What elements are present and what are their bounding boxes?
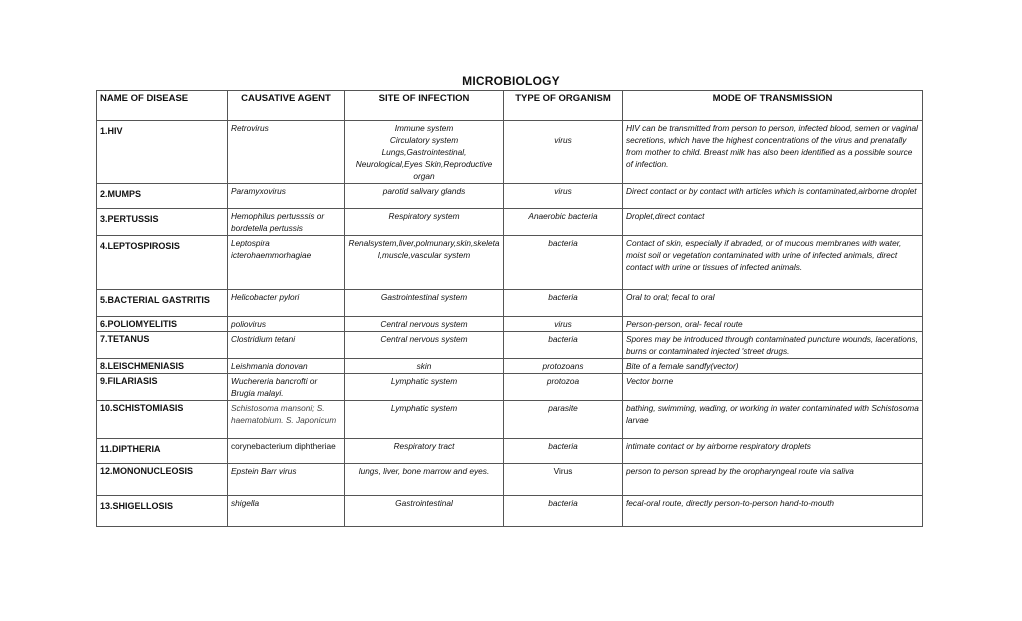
disease-name: 2.MUMPS [97, 184, 228, 209]
type-of-organism: Anaerobic bacteria [504, 209, 623, 236]
type-of-organism: Virus [504, 464, 623, 496]
disease-name: 9.FILARIASIS [97, 374, 228, 401]
table-row [97, 184, 923, 209]
disease-name: 7.TETANUS [97, 332, 228, 359]
causative-agent: Paramyxovirus [228, 184, 345, 209]
disease-name: 6.POLIOMYELITIS [97, 317, 228, 332]
header-site-of-infection: SITE OF INFECTION [345, 91, 504, 121]
disease-table [96, 90, 923, 527]
table-row [97, 209, 923, 236]
causative-agent: Retrovirus [228, 121, 345, 184]
site-of-infection: Gastrointestinal system [345, 290, 504, 317]
site-of-infection: Gastrointestinal [345, 496, 504, 527]
type-of-organism: bacteria [504, 236, 623, 290]
disease-name: 8.LEISCHMENIASIS [97, 359, 228, 374]
mode-of-transmission: HIV can be transmitted from person to person, infected blood, semen or vaginal secretions, which have the highest concentrations of the virus and prenatally from mother to child. Breast milk has also been identified as a possible source of infection. [623, 121, 923, 184]
disease-name: 1.HIV [97, 121, 228, 184]
causative-agent: Schistosoma mansoni; S. haematobium. S. Japonicum [228, 401, 345, 439]
table-row [97, 290, 923, 317]
disease-name: 11.DIPTHERIA [97, 439, 228, 464]
causative-agent: Leptospira icterohaemmorhagiae [228, 236, 345, 290]
table-row [97, 439, 923, 464]
header-mode-of-transmission: MODE OF TRANSMISSION [623, 91, 923, 121]
site-of-infection: lungs, liver, bone marrow and eyes. [345, 464, 504, 496]
type-of-organism: virus [504, 184, 623, 209]
type-of-organism: protozoa [504, 374, 623, 401]
disease-name: 4.LEPTOSPIROSIS [97, 236, 228, 290]
table-header-row [97, 91, 923, 121]
disease-name: 3.PERTUSSIS [97, 209, 228, 236]
mode-of-transmission: Spores may be introduced through contaminated puncture wounds, lacerations, burns or contaminated injected 'street drugs. [623, 332, 923, 359]
causative-agent: Helicobacter pylori [228, 290, 345, 317]
type-of-organism: virus [504, 121, 623, 184]
type-of-organism: bacteria [504, 496, 623, 527]
table-row [97, 464, 923, 496]
causative-agent: Hemophilus pertusssis or bordetella pertussis [228, 209, 345, 236]
site-of-infection: Immune system Circulatory system Lungs,Gastrointestinal, Neurological,Eyes Skin,Reproductive organ [345, 121, 504, 184]
site-of-infection: Central nervous system [345, 332, 504, 359]
mode-of-transmission: Contact of skin, especially if abraded, or of mucous membranes with water, moist soil or vegetation contaminated with urine of infected animals, direct contact with urine or tissues of infected animals. [623, 236, 923, 290]
type-of-organism: protozoans [504, 359, 623, 374]
type-of-organism: bacteria [504, 290, 623, 317]
table-row [97, 332, 923, 359]
header-causative-agent: CAUSATIVE AGENT [228, 91, 345, 121]
mode-of-transmission: Bite of a female sandfy(vector) [623, 359, 923, 374]
type-of-organism: bacteria [504, 439, 623, 464]
header-type-of-organism: TYPE OF ORGANISM [504, 91, 623, 121]
site-of-infection: Lymphatic system [345, 374, 504, 401]
table-row [97, 359, 923, 374]
causative-agent: poliovirus [228, 317, 345, 332]
mode-of-transmission: bathing, swimming, wading, or working in water contaminated with Schistosoma larvae [623, 401, 923, 439]
disease-name: 5.BACTERIAL GASTRITIS [97, 290, 228, 317]
table-row [97, 496, 923, 527]
mode-of-transmission: Person-person, oral- fecal route [623, 317, 923, 332]
mode-of-transmission: person to person spread by the oropharyngeal route via saliva [623, 464, 923, 496]
site-of-infection: Respiratory tract [345, 439, 504, 464]
table-row [97, 401, 923, 439]
site-of-infection: Lymphatic system [345, 401, 504, 439]
type-of-organism: bacteria [504, 332, 623, 359]
site-of-infection: parotid salivary glands [345, 184, 504, 209]
causative-agent: Wuchereria bancrofti or Brugia malayi. [228, 374, 345, 401]
causative-agent: Epstein Barr virus [228, 464, 345, 496]
mode-of-transmission: Direct contact or by contact with articles which is contaminated,airborne droplet [623, 184, 923, 209]
header-name-of-disease: NAME OF DISEASE [97, 91, 228, 121]
disease-name: 10.SCHISTOMIASIS [97, 401, 228, 439]
site-of-infection: skin [345, 359, 504, 374]
page-title: MICROBIOLOGY [462, 74, 560, 88]
table-row [97, 374, 923, 401]
causative-agent: shigella [228, 496, 345, 527]
table-row [97, 317, 923, 332]
disease-name: 12.MONONUCLEOSIS [97, 464, 228, 496]
mode-of-transmission: Oral to oral; fecal to oral [623, 290, 923, 317]
table-row [97, 121, 923, 184]
causative-agent: Leishmania donovan [228, 359, 345, 374]
type-of-organism: parasite [504, 401, 623, 439]
site-of-infection: Renalsystem,liver,polmunary,skin,skeletal,muscle,vascular system [345, 236, 504, 290]
mode-of-transmission: intimate contact or by airborne respiratory droplets [623, 439, 923, 464]
mode-of-transmission: fecal-oral route, directly person-to-person hand-to-mouth [623, 496, 923, 527]
site-of-infection: Respiratory system [345, 209, 504, 236]
mode-of-transmission: Vector borne [623, 374, 923, 401]
site-of-infection: Central nervous system [345, 317, 504, 332]
disease-name: 13.SHIGELLOSIS [97, 496, 228, 527]
type-of-organism: virus [504, 317, 623, 332]
causative-agent: Clostridium tetani [228, 332, 345, 359]
causative-agent: corynebacterium diphtheriae [228, 439, 345, 464]
table-row [97, 236, 923, 290]
mode-of-transmission: Droplet,direct contact [623, 209, 923, 236]
